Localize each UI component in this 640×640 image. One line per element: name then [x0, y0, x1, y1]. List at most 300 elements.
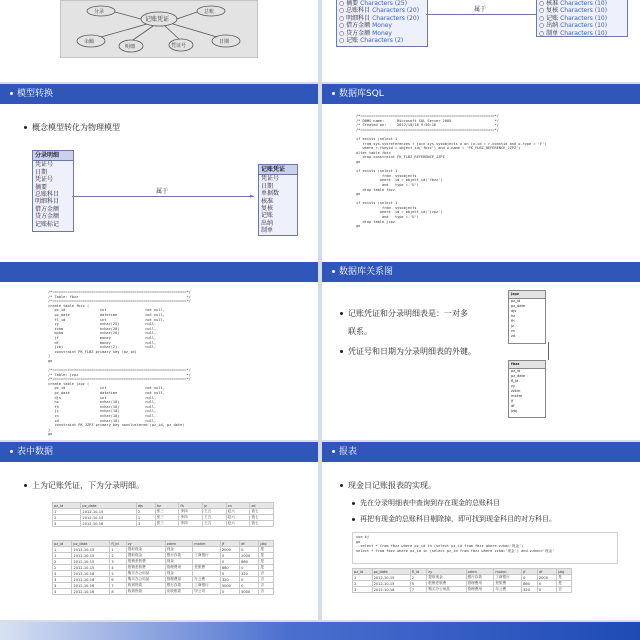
table-cell: 管理费用	[165, 577, 193, 583]
table-cell: 2	[53, 559, 72, 565]
table-cell: 否	[259, 589, 274, 595]
code-line: djs int null,	[48, 395, 157, 400]
entity-field: 借方金额	[35, 205, 60, 213]
table-cell: 提取现金	[126, 553, 165, 559]
bullet: 上为记账凭证，下为分录明细。	[24, 478, 144, 493]
relation-arrow-head: ▸	[250, 192, 254, 200]
entity-field: 日期	[261, 182, 274, 190]
table-cell: 办公费	[494, 587, 522, 593]
table-header-cell: df	[537, 569, 556, 575]
table-cell: 2000	[220, 547, 239, 553]
voucher-data-table	[52, 502, 274, 527]
table-cell: 320	[240, 571, 259, 577]
slide-title: 报表	[339, 447, 358, 457]
code-line: /* DBMS name: Microsoft SQL Server 2005 */	[356, 118, 499, 123]
table-cell: 3	[53, 571, 72, 577]
table-cell: 购买办公用品	[126, 571, 165, 577]
code-line: /* Created on: 2012/10/16 9:50:16 */	[356, 123, 499, 128]
table-header-cell: zy	[427, 569, 466, 575]
table-cell: 是	[557, 575, 572, 581]
table-header-cell: zy	[126, 541, 165, 547]
table-cell: 3	[53, 589, 72, 595]
table-cell: 张三	[155, 509, 179, 515]
db-table-column: pz_id	[511, 369, 521, 373]
slide-title: 数据库关系图	[339, 267, 394, 277]
table-cell: 收到货款	[126, 589, 165, 595]
entity-jizhang-pingzheng	[258, 164, 298, 236]
code-line: if exists (select 1	[356, 136, 398, 141]
db-table-jzpz	[508, 290, 546, 344]
table-cell: 购买办公用品	[427, 587, 466, 593]
sub-bullet: 先在分录明细表中查询到存在现金的总账科目	[352, 496, 500, 511]
table-cell: 2012-10-15	[72, 553, 110, 559]
table-cell: 1	[53, 547, 72, 553]
table-cell: 1	[53, 509, 81, 515]
slide-mindmap	[0, 0, 318, 82]
slide-title: 模型转换	[17, 89, 54, 99]
table-cell: 王五	[203, 521, 227, 527]
db-table-column: cn	[511, 329, 516, 333]
code-line: zd nchar(10) null,	[48, 418, 157, 423]
table-cell: 2	[53, 565, 72, 571]
table-cell: 0	[537, 581, 556, 587]
code-line: alter table fbzz	[356, 150, 391, 155]
table-header-cell: pz_date	[81, 503, 136, 509]
entity-field: ○ 核准 Characters (10)	[539, 0, 608, 7]
table-cell: 2	[136, 509, 155, 515]
entity-title: 记账凭证	[259, 165, 297, 175]
table-cell: 0	[240, 547, 259, 553]
table-cell: 5000	[240, 589, 259, 595]
table-cell: 320	[522, 587, 538, 593]
table-cell: 钱七	[250, 515, 274, 521]
entity-fenlu-mingxi	[32, 150, 74, 232]
code-line: jz nchar(10) null,	[48, 409, 157, 414]
table-cell: 2000	[537, 575, 556, 581]
code-line: fh nchar(10) null,	[48, 404, 157, 409]
table-cell: 0	[522, 575, 538, 581]
code-line: go	[356, 192, 361, 197]
db-table-title: jzpz	[509, 291, 545, 299]
entity-field: 明细科目	[35, 198, 60, 206]
table-cell: 工商银行	[193, 583, 221, 589]
slide-model-conversion	[0, 84, 318, 262]
code-line: from sys.sysreferences r join sys.sysobjects o on (o.id = r.constid and o.type = 'F')	[356, 141, 547, 146]
table-header-cell: fh	[179, 503, 203, 509]
entity-field: 核准	[261, 197, 274, 205]
table-header-cell: zd	[250, 503, 274, 509]
table-header-cell: pz_date	[72, 541, 110, 547]
table-cell: 1	[53, 553, 72, 559]
table-cell: 860	[522, 581, 538, 587]
db-table-column: djs	[511, 309, 517, 313]
entity-field: 单据数	[261, 190, 280, 198]
db-table-column: fl_id	[511, 379, 519, 383]
db-table-column: jf	[511, 399, 514, 403]
code-line: if exists (select 1	[356, 201, 398, 206]
entity-field: ○ 明细科目 Characters (20)	[339, 14, 420, 22]
table-cell: 是	[259, 553, 274, 559]
slide-header	[322, 84, 640, 104]
table-cell: 2	[410, 575, 427, 581]
db-table-column: df	[511, 404, 515, 408]
bullet: 现金日记账报表的实现。	[340, 478, 436, 493]
db-table-column: pz_id	[511, 299, 521, 303]
code-line: constraint PK_FLBZ primary key (pz_id)	[48, 349, 137, 354]
code-line: go	[48, 432, 53, 437]
table-cell: 1	[136, 515, 155, 521]
slide-title: 数据库SQL	[339, 89, 384, 99]
code-line: jzbj nchar(2) null,	[48, 345, 157, 350]
code-line: and type = 'U')	[356, 182, 419, 187]
table-cell: 钱七	[250, 509, 274, 515]
table-cell: 李四	[179, 509, 203, 515]
table-cell: 管理费用	[466, 581, 494, 587]
code-line: /* Table: fbzz */	[48, 294, 191, 299]
table-cell: 是	[259, 565, 274, 571]
table-cell: 860	[220, 565, 239, 571]
code-line: --select * from fbzz where pz_id in (select pz_id from fbzz where zzkm='现金')	[356, 544, 524, 549]
table-cell: 1	[353, 575, 373, 581]
db-table-title: fbzz	[509, 361, 545, 369]
entity-field: ○ 摘要 Characters (25)	[339, 0, 408, 7]
table-cell: 0	[537, 587, 556, 593]
entity-field: ○ 借方金额 Money	[339, 22, 392, 30]
entity-field: ○ 复核 Characters (10)	[539, 7, 608, 15]
table-cell: 2012-10-16	[72, 571, 110, 577]
table-row	[53, 521, 274, 527]
table-header-cell: pz_id	[53, 503, 81, 509]
code-line: go	[356, 224, 361, 229]
table-cell: 工商银行	[494, 575, 522, 581]
table-header-cell: jf	[522, 569, 538, 575]
table-cell: 现金	[165, 547, 193, 553]
query-editor	[352, 532, 618, 564]
ddl-code-block	[48, 290, 278, 440]
table-cell: 管理费用	[466, 587, 494, 593]
table-cell: 现金	[165, 559, 193, 565]
code-line: pz_date datetime not null,	[48, 312, 165, 317]
table-cell: 0	[220, 589, 239, 595]
code-line: create table fbzz (	[48, 303, 90, 308]
table-cell: 王五	[203, 509, 227, 515]
entity-left-partial	[336, 0, 428, 47]
relation-label: 属于	[474, 6, 487, 13]
code-line: zy nchar(25) null,	[48, 322, 157, 327]
fk-connector	[548, 342, 549, 360]
table-cell: 3	[53, 583, 72, 589]
table-cell: 否	[259, 577, 274, 583]
entity-title: 分录明细	[33, 151, 73, 161]
code-line: /*==============================================================*/	[48, 290, 191, 294]
db-table-column: hz	[511, 314, 516, 318]
table-header-cell: jzbj	[557, 569, 572, 575]
table-cell: 钱七	[250, 521, 274, 527]
entry-data-table	[52, 540, 274, 595]
table-cell: 李四	[179, 521, 203, 527]
table-cell: 2000	[240, 553, 259, 559]
entity-field: 摘要	[35, 183, 48, 191]
mindmap-photo	[60, 0, 258, 58]
table-header-cell: df	[240, 541, 259, 547]
slide-table-data	[0, 442, 318, 620]
table-cell: 0	[240, 565, 259, 571]
table-cell: 现金	[165, 571, 193, 577]
table-cell: 银行存款	[165, 583, 193, 589]
code-line: drop table jzpz	[356, 219, 395, 224]
code-line: df money null,	[48, 340, 157, 345]
table-cell: 报销差旅费	[427, 581, 466, 587]
code-line: mxkm nchar(20) null,	[48, 331, 157, 336]
code-line: drop table fbzz	[356, 187, 395, 192]
table-cell: 2012-10-16	[72, 589, 110, 595]
table-header-cell: djs	[136, 503, 155, 509]
table-header-cell: mxkm	[494, 569, 522, 575]
entity-right-partial	[536, 0, 628, 37]
entity-field: 凭证号	[261, 175, 280, 183]
table-cell: 2012-10-15	[81, 509, 136, 515]
slide-header	[322, 442, 640, 462]
table-cell: 是	[557, 581, 572, 587]
entity-field: 记账标记	[35, 220, 60, 228]
code-line: hz nchar(10) null,	[48, 400, 157, 405]
table-cell: 报销差旅费	[126, 559, 165, 565]
table-cell: 赵六	[226, 515, 250, 521]
slide-header	[0, 442, 318, 462]
table-cell: 2012-10-16	[372, 587, 410, 593]
table-cell: 是	[259, 559, 274, 565]
mindmap-node: 总账	[204, 9, 215, 15]
table-cell: 3	[53, 577, 72, 583]
table-cell: 5	[410, 581, 427, 587]
slide-database-sql	[322, 84, 640, 262]
slide-report	[322, 442, 640, 620]
table-cell: 2012-10-15	[72, 565, 110, 571]
table-cell: 甲公司	[193, 589, 221, 595]
table-cell: 报销差旅费	[126, 565, 165, 571]
table-cell: 0	[240, 583, 259, 589]
table-cell: 2	[53, 515, 81, 521]
table-header-cell: pz_date	[372, 569, 410, 575]
entity-field: 出纳	[261, 219, 274, 227]
table-cell: 2	[110, 553, 126, 559]
mindmap-node: 明细	[125, 44, 136, 50]
code-line: pz_id int not null,	[48, 386, 165, 391]
table-cell: 银行存款	[466, 575, 494, 581]
code-line: go	[356, 159, 361, 164]
table-row	[53, 589, 274, 595]
table-cell: 提取现金	[126, 547, 165, 553]
db-table-fbzz	[508, 360, 546, 418]
entity-field: 凭证号	[35, 176, 54, 184]
table-cell: 赵六	[226, 509, 250, 515]
code-line: select * from fbzz where pz_id in (select pz_id from fbzz where zzkm='现金') and zzkm<>'现金'	[356, 548, 555, 553]
table-cell: 王五	[203, 515, 227, 521]
table-cell: 购买办公用品	[126, 577, 165, 583]
entity-field: ○ 总账科目 Characters (20)	[339, 7, 420, 15]
slide-header	[0, 262, 318, 282]
sub-bullet: 再把有现金的总账科目剔除掉，即可找到现金科目的对方科目。	[352, 512, 556, 527]
table-cell: 张三	[155, 515, 179, 521]
table-cell: 否	[259, 583, 274, 589]
code-line: cn nchar(10) null,	[48, 414, 157, 419]
db-table-column: jz	[511, 324, 514, 328]
code-line: where r.fkeyid = object_id('fbzz') and o.name = 'FK_FLBZ_REFERENCE_JZPZ')	[356, 146, 521, 151]
table-cell: 办公费	[193, 577, 221, 583]
entity-field: 制单	[261, 227, 274, 235]
code-line: /*==============================================================*/	[48, 299, 191, 304]
slide-header	[0, 84, 318, 104]
entity-field: 贷方金额	[35, 213, 60, 221]
relation-arrow-line	[72, 196, 254, 197]
table-cell: 3	[110, 559, 126, 565]
table-cell: 差旅费	[193, 565, 221, 571]
code-line: constraint PK_JZPZ primary key nonclustered (pz_id, pz_date)	[48, 423, 185, 428]
bullet: 记账凭证和分录明细表是：一对多	[340, 306, 510, 321]
slide-header	[322, 262, 640, 282]
table-cell: 0	[220, 553, 239, 559]
mindmap-node: 余额	[84, 39, 95, 45]
table-header-cell: pz_id	[353, 569, 373, 575]
table-cell: 工商银行	[193, 553, 221, 559]
code-line: )	[48, 354, 51, 359]
query-code	[356, 535, 612, 561]
code-line: /*==============================================================*/	[48, 377, 191, 382]
db-table-column: pz_date	[511, 304, 526, 308]
code-line: drop constraint FK_FLBZ_REFERENCE_JZPZ	[356, 155, 445, 160]
code-line: /*==============================================================*/	[356, 114, 499, 118]
entity-field: 总账科目	[35, 191, 60, 199]
code-line: where id = object_id('jzpz')	[356, 210, 443, 215]
table-row	[353, 587, 572, 593]
table-cell: 2012-10-15	[72, 547, 110, 553]
table-cell: 管理费用	[165, 565, 193, 571]
table-cell: 2012-10-15	[81, 515, 136, 521]
entity-field: ○ 贷方金额 Money	[339, 29, 392, 37]
code-line: from sysobjects	[356, 205, 417, 210]
code-line: use kj	[356, 535, 369, 539]
table-header-cell: zzkm	[466, 569, 494, 575]
table-cell: 860	[240, 559, 259, 565]
code-line: if exists (select 1	[356, 169, 398, 174]
mindmap-drawing	[61, 1, 257, 57]
table-cell: 否	[259, 571, 274, 577]
table-header-cell: jz	[203, 503, 227, 509]
mindmap-node: 记账凭证	[145, 16, 170, 23]
table-header-cell: jzbj	[259, 541, 274, 547]
code-line: jf money null,	[48, 335, 157, 340]
table-cell: 7	[110, 583, 126, 589]
table-cell: 2	[353, 581, 373, 587]
table-cell: 1	[110, 547, 126, 553]
table-header-cell: fl_id	[110, 541, 126, 547]
code-line	[48, 437, 278, 440]
relation-label: 属于	[156, 188, 169, 195]
entity-field: ○ 制单 Characters (10)	[539, 29, 608, 37]
table-cell: 3	[136, 521, 155, 527]
entity-field: 记账	[261, 212, 274, 220]
db-table-column: fh	[511, 319, 515, 323]
table-cell: 2012-10-16	[72, 577, 110, 583]
db-table-column: zd	[511, 334, 516, 338]
sql-code-block	[356, 114, 586, 244]
db-table-column: mxkm	[511, 394, 523, 398]
code-line: where id = object_id('fbzz')	[356, 178, 443, 183]
db-table-column: jzbj	[511, 409, 518, 413]
query-result-table	[352, 568, 572, 593]
table-header-cell: zzkm	[165, 541, 193, 547]
table-cell: 否	[557, 587, 572, 593]
code-line: pz_date datetime not null,	[48, 391, 165, 396]
bullet: 概念模型转化为物理模型	[24, 120, 120, 135]
entity-field: ○ 出纳 Characters (10)	[539, 22, 608, 30]
code-line: fl_id int not null,	[48, 317, 165, 322]
entity-field: ○ 记账 Characters (10)	[539, 14, 608, 22]
mindmap-node: 日期	[219, 39, 230, 45]
table-cell: 2012-10-16	[72, 583, 110, 589]
table-cell: 2012-10-15	[372, 581, 410, 587]
table-cell: 提取现金	[427, 575, 466, 581]
bullet-continued: 联系。	[348, 327, 372, 336]
table-cell: 5	[110, 571, 126, 577]
table-header-cell: hz	[155, 503, 179, 509]
code-line: /* Table: jzpz */	[48, 372, 191, 377]
code-line: /*==============================================================*/	[48, 368, 191, 373]
entity-field: 复核	[261, 205, 274, 213]
code-line: create table jzpz (	[48, 381, 90, 386]
code-line: from sysobjects	[356, 173, 417, 178]
slide-title: 表中数据	[17, 447, 54, 457]
db-table-column: pz_date	[511, 374, 526, 378]
table-header-cell: mxkm	[193, 541, 221, 547]
table-cell: 3	[53, 521, 81, 527]
code-line: and type = 'U')	[356, 215, 419, 220]
code-line: zzkm nchar(20) null,	[48, 326, 157, 331]
table-cell: 0	[220, 559, 239, 565]
code-line: pz_id int not null,	[48, 308, 165, 313]
table-cell: 收到货款	[126, 583, 165, 589]
table-cell: 张三	[155, 521, 179, 527]
table-cell: 320	[220, 577, 239, 583]
db-table-column: zy	[511, 384, 516, 388]
table-cell: 0	[240, 577, 259, 583]
table-header-cell: pz_id	[53, 541, 72, 547]
entity-field: 日期	[35, 168, 48, 176]
table-cell: 2012-10-15	[372, 575, 410, 581]
table-cell: 8	[110, 589, 126, 595]
table-header-cell: jf	[220, 541, 239, 547]
entity-field: 凭证号	[35, 161, 54, 169]
mindmap-node: 分录	[94, 9, 105, 15]
code-line: go	[356, 539, 361, 544]
code-line: go	[48, 358, 53, 363]
slide-concept-partial	[322, 0, 640, 82]
table-cell: 是	[259, 547, 274, 553]
table-cell: 7	[410, 587, 427, 593]
table-cell: 应收账款	[165, 589, 193, 595]
table-header-cell: fl_id	[410, 569, 427, 575]
code-line: )	[48, 427, 51, 432]
table-cell: 2012-10-15	[72, 559, 110, 565]
table-cell: 5000	[220, 583, 239, 589]
table-cell: 4	[110, 565, 126, 571]
table-cell: 李四	[179, 515, 203, 521]
table-cell: 赵六	[226, 521, 250, 527]
relation-line	[426, 14, 536, 15]
table-cell: 0	[220, 571, 239, 577]
code-line: /*==============================================================*/	[356, 127, 499, 132]
mindmap-node: 凭证号	[171, 43, 187, 49]
